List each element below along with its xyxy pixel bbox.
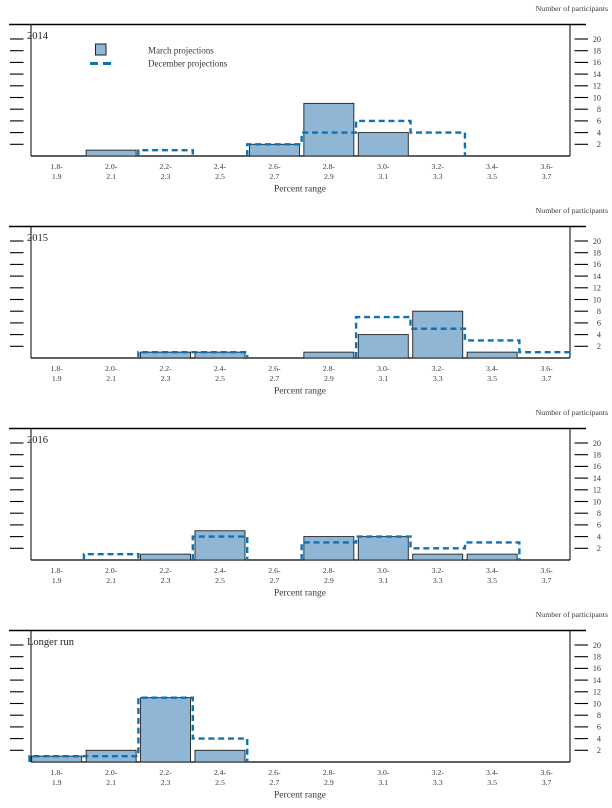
march-bar-3.2-3.3 <box>413 311 463 358</box>
x-tick-label-top: 2.6- <box>268 768 281 777</box>
y-axis-units-label: Number of participants <box>535 4 608 13</box>
y-tick-label: 2 <box>596 746 601 756</box>
legend-march-label: March projections <box>148 45 214 56</box>
x-tick-label-top: 3.6- <box>540 162 553 171</box>
legend-march-swatch <box>96 44 107 55</box>
march-bar-2.4-2.5 <box>195 750 245 762</box>
x-tick-label-top: 2.4- <box>213 768 227 777</box>
x-tick-label-top: 2.8- <box>322 566 336 575</box>
panel-title: 2014 <box>27 31 48 42</box>
x-tick-label-top: 2.0- <box>104 566 118 575</box>
x-tick-label-top: 3.0- <box>377 768 390 777</box>
panel-title: Longer run <box>27 637 74 648</box>
histogram-longer-run <box>0 606 612 808</box>
x-axis-title: Percent range <box>274 386 326 397</box>
y-tick-label: 12 <box>592 485 601 495</box>
y-tick-label: 16 <box>592 462 601 472</box>
x-tick-label-bottom: 2.5 <box>215 374 225 383</box>
y-tick-label: 18 <box>592 450 601 460</box>
x-tick-label-top: 1.8- <box>50 364 63 373</box>
x-tick-label-top: 3.4- <box>485 566 499 575</box>
y-tick-label: 6 <box>596 116 601 126</box>
y-tick-label: 16 <box>592 58 601 68</box>
x-tick-label-top: 3.2- <box>431 162 444 171</box>
y-tick-label: 10 <box>592 699 601 709</box>
x-axis-title: Percent range <box>274 588 326 599</box>
x-tick-label-top: 3.0- <box>377 162 390 171</box>
y-tick-label: 12 <box>592 283 601 293</box>
x-tick-label-top: 2.8- <box>322 768 336 777</box>
x-tick-label-bottom: 3.5 <box>487 374 498 383</box>
x-tick-label-bottom: 2.9 <box>323 576 334 585</box>
y-tick-label: 10 <box>592 295 601 305</box>
march-bar-2.6-2.7 <box>249 144 299 156</box>
x-tick-label-bottom: 3.3 <box>432 778 443 787</box>
x-tick-label-bottom: 2.7 <box>269 778 280 787</box>
x-tick-label-bottom: 2.7 <box>269 576 280 585</box>
x-tick-label-bottom: 3.7 <box>541 172 552 181</box>
panel-title: 2016 <box>27 435 48 446</box>
y-tick-label: 16 <box>592 664 601 674</box>
x-tick-label-bottom: 3.1 <box>378 576 389 585</box>
y-tick-label: 8 <box>596 307 601 316</box>
x-tick-label-bottom: 2.1 <box>106 576 117 585</box>
x-tick-label-bottom: 2.9 <box>323 172 334 181</box>
x-tick-label-top: 2.2- <box>159 566 172 575</box>
x-tick-label-top: 3.4- <box>485 768 499 777</box>
x-tick-label-top: 3.4- <box>485 364 499 373</box>
x-tick-label-top: 3.0- <box>377 364 390 373</box>
y-tick-label: 2 <box>596 140 601 150</box>
y-tick-label: 12 <box>592 81 601 91</box>
x-tick-label-bottom: 2.9 <box>323 778 334 787</box>
panel-title: 2015 <box>27 233 48 244</box>
x-tick-label-bottom: 2.7 <box>269 172 280 181</box>
x-tick-label-bottom: 3.1 <box>378 374 389 383</box>
y-tick-label: 14 <box>592 271 601 281</box>
y-tick-label: 20 <box>592 438 601 448</box>
x-axis-title: Percent range <box>274 790 326 801</box>
x-tick-label-top: 2.0- <box>104 162 118 171</box>
y-tick-label: 8 <box>596 711 601 720</box>
x-tick-label-bottom: 2.3 <box>160 778 171 787</box>
march-bar-2.4-2.5 <box>195 531 245 560</box>
x-tick-label-bottom: 3.5 <box>487 172 498 181</box>
x-tick-label-top: 3.6- <box>540 768 553 777</box>
x-tick-label-bottom: 2.1 <box>106 374 117 383</box>
x-tick-label-top: 3.6- <box>540 364 553 373</box>
x-tick-label-top: 2.8- <box>322 162 336 171</box>
december-projection-line <box>138 121 465 156</box>
march-bar-3.4-3.5 <box>467 554 517 560</box>
y-tick-label: 4 <box>596 734 601 744</box>
y-tick-label: 12 <box>592 687 601 697</box>
x-tick-label-bottom: 2.3 <box>160 576 171 585</box>
march-bar-2.2-2.3 <box>141 554 191 560</box>
x-tick-label-bottom: 2.3 <box>160 172 171 181</box>
y-tick-label: 18 <box>592 248 601 258</box>
y-tick-label: 6 <box>596 318 601 328</box>
histogram-2014 <box>0 0 612 202</box>
x-tick-label-top: 2.2- <box>159 364 172 373</box>
y-tick-label: 10 <box>592 93 601 103</box>
x-tick-label-top: 3.2- <box>431 566 444 575</box>
x-tick-label-top: 3.4- <box>485 162 499 171</box>
x-tick-label-top: 2.6- <box>268 162 281 171</box>
x-tick-label-bottom: 2.5 <box>215 576 225 585</box>
x-tick-label-top: 2.2- <box>159 768 172 777</box>
y-tick-label: 2 <box>596 544 601 554</box>
histogram-2015 <box>0 202 612 404</box>
x-tick-label-top: 3.6- <box>540 566 553 575</box>
y-tick-label: 4 <box>596 330 601 340</box>
x-tick-label-bottom: 3.1 <box>378 778 389 787</box>
y-tick-label: 18 <box>592 652 601 662</box>
x-tick-label-top: 2.6- <box>268 364 281 373</box>
march-bar-2.8-2.9 <box>304 537 354 560</box>
legend-december-label: December projections <box>148 58 228 69</box>
y-tick-label: 4 <box>596 532 601 542</box>
x-tick-label-top: 3.2- <box>431 768 444 777</box>
march-bar-2.0-2.1 <box>86 150 136 156</box>
panel-2015 <box>0 202 612 404</box>
x-tick-label-bottom: 2.5 <box>215 172 225 181</box>
y-tick-label: 20 <box>592 34 601 44</box>
march-bar-3.4-3.5 <box>467 352 517 358</box>
x-tick-label-top: 2.8- <box>322 364 336 373</box>
histogram-2016 <box>0 404 612 606</box>
x-tick-label-bottom: 2.7 <box>269 374 280 383</box>
x-tick-label-top: 1.8- <box>50 162 63 171</box>
y-axis-units-label: Number of participants <box>535 206 608 215</box>
x-tick-label-bottom: 1.9 <box>51 172 62 181</box>
y-tick-label: 18 <box>592 46 601 56</box>
x-tick-label-bottom: 3.5 <box>487 576 498 585</box>
x-tick-label-top: 2.0- <box>104 768 118 777</box>
x-tick-label-bottom: 3.7 <box>541 778 552 787</box>
x-tick-label-bottom: 2.1 <box>106 778 117 787</box>
x-tick-label-bottom: 3.3 <box>432 172 443 181</box>
y-axis-units-label: Number of participants <box>535 408 608 417</box>
x-tick-label-top: 2.4- <box>213 566 227 575</box>
x-tick-label-top: 3.2- <box>431 364 444 373</box>
x-tick-label-top: 2.0- <box>104 364 118 373</box>
panel-2016 <box>0 404 612 606</box>
x-tick-label-top: 2.4- <box>213 364 227 373</box>
y-axis-units-label: Number of participants <box>535 610 608 619</box>
x-tick-label-top: 2.4- <box>213 162 227 171</box>
y-tick-label: 4 <box>596 128 601 138</box>
x-tick-label-bottom: 3.3 <box>432 374 443 383</box>
x-tick-label-bottom: 3.3 <box>432 576 443 585</box>
panel-2014 <box>0 0 612 202</box>
y-tick-label: 14 <box>592 473 601 483</box>
y-tick-label: 10 <box>592 497 601 507</box>
y-tick-label: 6 <box>596 520 601 530</box>
x-tick-label-top: 1.8- <box>50 566 63 575</box>
march-bar-3.0-3.1 <box>358 537 408 560</box>
march-bar-2.2-2.3 <box>141 698 191 762</box>
x-tick-label-bottom: 3.7 <box>541 374 552 383</box>
x-tick-label-bottom: 2.1 <box>106 172 117 181</box>
x-tick-label-bottom: 3.7 <box>541 576 552 585</box>
march-bar-3.2-3.3 <box>413 554 463 560</box>
y-tick-label: 8 <box>596 105 601 114</box>
x-tick-label-top: 2.6- <box>268 566 281 575</box>
x-tick-label-bottom: 2.9 <box>323 374 334 383</box>
x-tick-label-bottom: 1.9 <box>51 576 62 585</box>
march-bar-2.8-2.9 <box>304 103 354 156</box>
x-tick-label-top: 1.8- <box>50 768 63 777</box>
y-tick-label: 8 <box>596 509 601 518</box>
y-tick-label: 20 <box>592 640 601 650</box>
y-tick-label: 14 <box>592 675 601 685</box>
march-bar-2.8-2.9 <box>304 352 354 358</box>
x-tick-label-bottom: 1.9 <box>51 778 62 787</box>
x-tick-label-bottom: 2.5 <box>215 778 225 787</box>
y-tick-label: 6 <box>596 722 601 732</box>
x-tick-label-top: 2.2- <box>159 162 172 171</box>
march-bar-3.0-3.1 <box>358 133 408 156</box>
march-bar-3.0-3.1 <box>358 335 408 358</box>
x-tick-label-top: 3.0- <box>377 566 390 575</box>
panel-longer-run <box>0 606 612 808</box>
y-tick-label: 2 <box>596 342 601 352</box>
y-tick-label: 16 <box>592 260 601 270</box>
x-tick-label-bottom: 2.3 <box>160 374 171 383</box>
x-tick-label-bottom: 1.9 <box>51 374 62 383</box>
x-tick-label-bottom: 3.5 <box>487 778 498 787</box>
y-tick-label: 20 <box>592 236 601 246</box>
y-tick-label: 14 <box>592 69 601 79</box>
x-tick-label-bottom: 3.1 <box>378 172 389 181</box>
x-axis-title: Percent range <box>274 184 326 195</box>
